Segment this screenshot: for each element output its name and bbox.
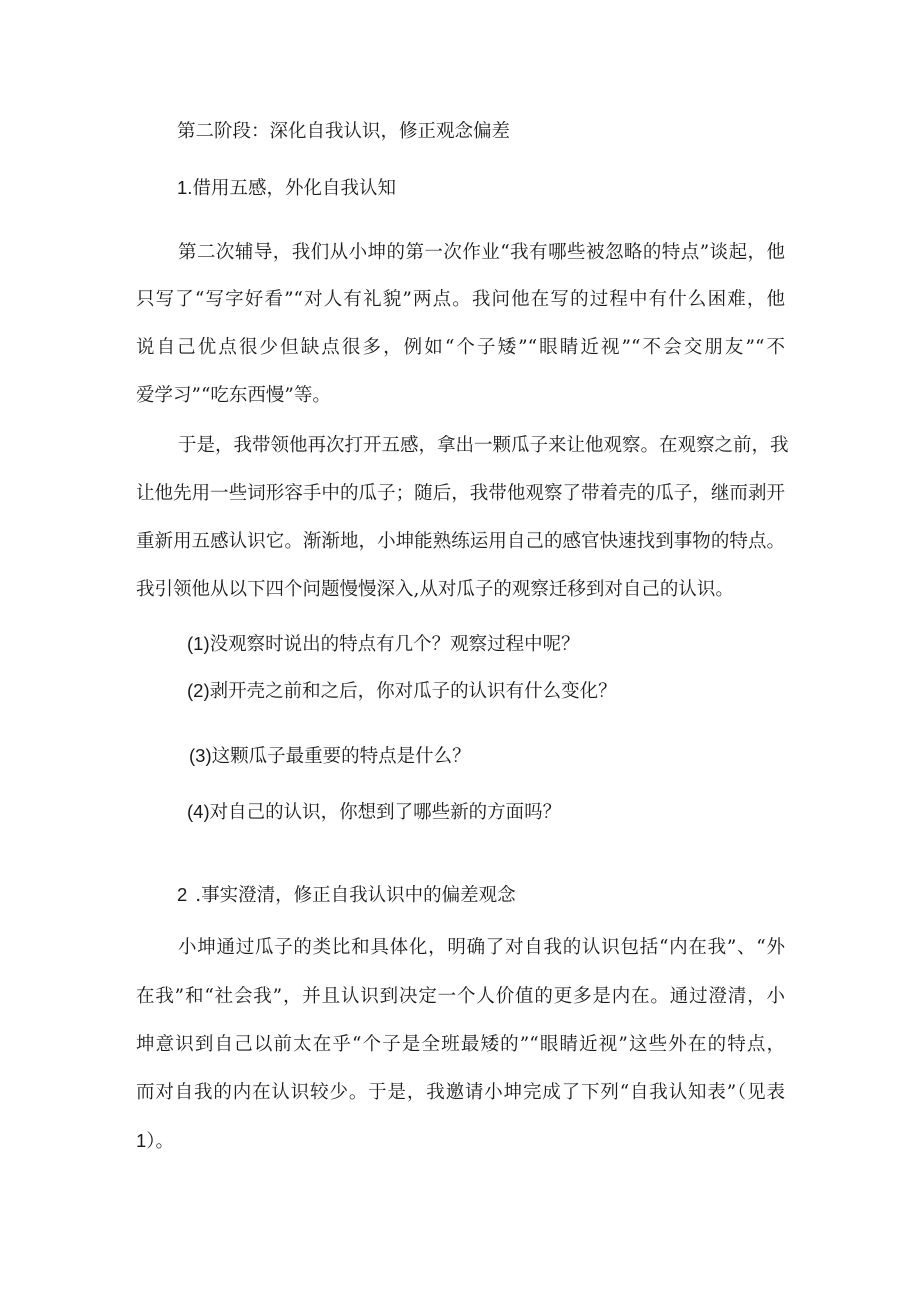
para3-line3: 坤意识到自己以前太在乎“个子是全班最矮的”“眼睛近视”这些外在的特点， xyxy=(136,1034,785,1055)
section-2-title: .事实澄清，修正自我认识中的偏差观念 xyxy=(195,885,516,906)
para2-line1: 于是，我带领他再次打开五感，拿出一颗瓜子来让他观察。在观察之前，我 xyxy=(178,435,789,456)
section-2-number: 2 xyxy=(177,884,188,905)
para3-line4: 而对自我的内在认识较少。于是，我邀请小坤完成了下列“自我认知表”（见表 xyxy=(136,1082,785,1103)
para2-line2: 让他先用一些词形容手中的瓜子；随后，我带他观察了带着壳的瓜子，继而剥开 xyxy=(136,483,785,504)
question-2-number: (2) xyxy=(187,680,210,701)
para1-line3: 说自己优点很少但缺点很多，例如“个子矮”“眼睛近视”“不会交朋友”“不 xyxy=(136,337,785,358)
para3-line1: 小坤通过瓜子的类比和具体化，明确了对自我的认识包括“内在我”、“外 xyxy=(178,937,785,958)
para2-line3: 重新用五感认识它。渐渐地，小坤能熟练运用自己的感官快速找到事物的特点。 xyxy=(136,531,785,552)
section-2-heading xyxy=(177,883,516,908)
stage-heading: 第二阶段：深化自我认识，修正观念偏差 xyxy=(177,121,511,142)
question-4 xyxy=(187,800,561,825)
para3-line5 xyxy=(136,1129,174,1154)
para3-line2: 在我”和“社会我”，并且认识到决定一个人价值的更多是内在。通过澄清，小 xyxy=(136,986,785,1007)
question-2-text: 剥开壳之前和之后，你对瓜子的认识有什么变化？ xyxy=(209,681,617,702)
section-1-number: 1. xyxy=(177,177,193,198)
question-3-number: (3) xyxy=(189,745,212,766)
section-1-heading xyxy=(177,176,396,201)
question-3-text: 这颗瓜子最重要的特点是什么？ xyxy=(211,746,471,767)
question-1-number: (1) xyxy=(187,633,210,654)
question-2 xyxy=(187,679,617,704)
question-4-number: (4) xyxy=(187,801,210,822)
question-3 xyxy=(189,744,471,769)
table-ref-number: 1 xyxy=(136,1130,147,1151)
para1-line4: 爱学习”“吃东西慢”等。 xyxy=(136,385,331,406)
question-1 xyxy=(187,632,580,657)
para2-line4: 我引领他从以下四个问题慢慢深入,从对瓜子的观察迁移到对自己的认识。 xyxy=(136,579,734,600)
para1-line1: 第二次辅导，我们从小坤的第一次作业“我有哪些被忽略的特点”谈起，他 xyxy=(178,242,785,263)
question-1-text: 没观察时说出的特点有几个？观察过程中呢？ xyxy=(209,634,580,655)
para1-line2: 只写了“写字好看”“对人有礼貌”两点。我问他在写的过程中有什么困难，他 xyxy=(136,289,785,310)
para3-line5-text: ）。 xyxy=(146,1131,175,1152)
question-4-text: 对自己的认识，你想到了哪些新的方面吗？ xyxy=(209,802,562,823)
section-1-title: 借用五感，外化自我认知 xyxy=(192,178,396,199)
